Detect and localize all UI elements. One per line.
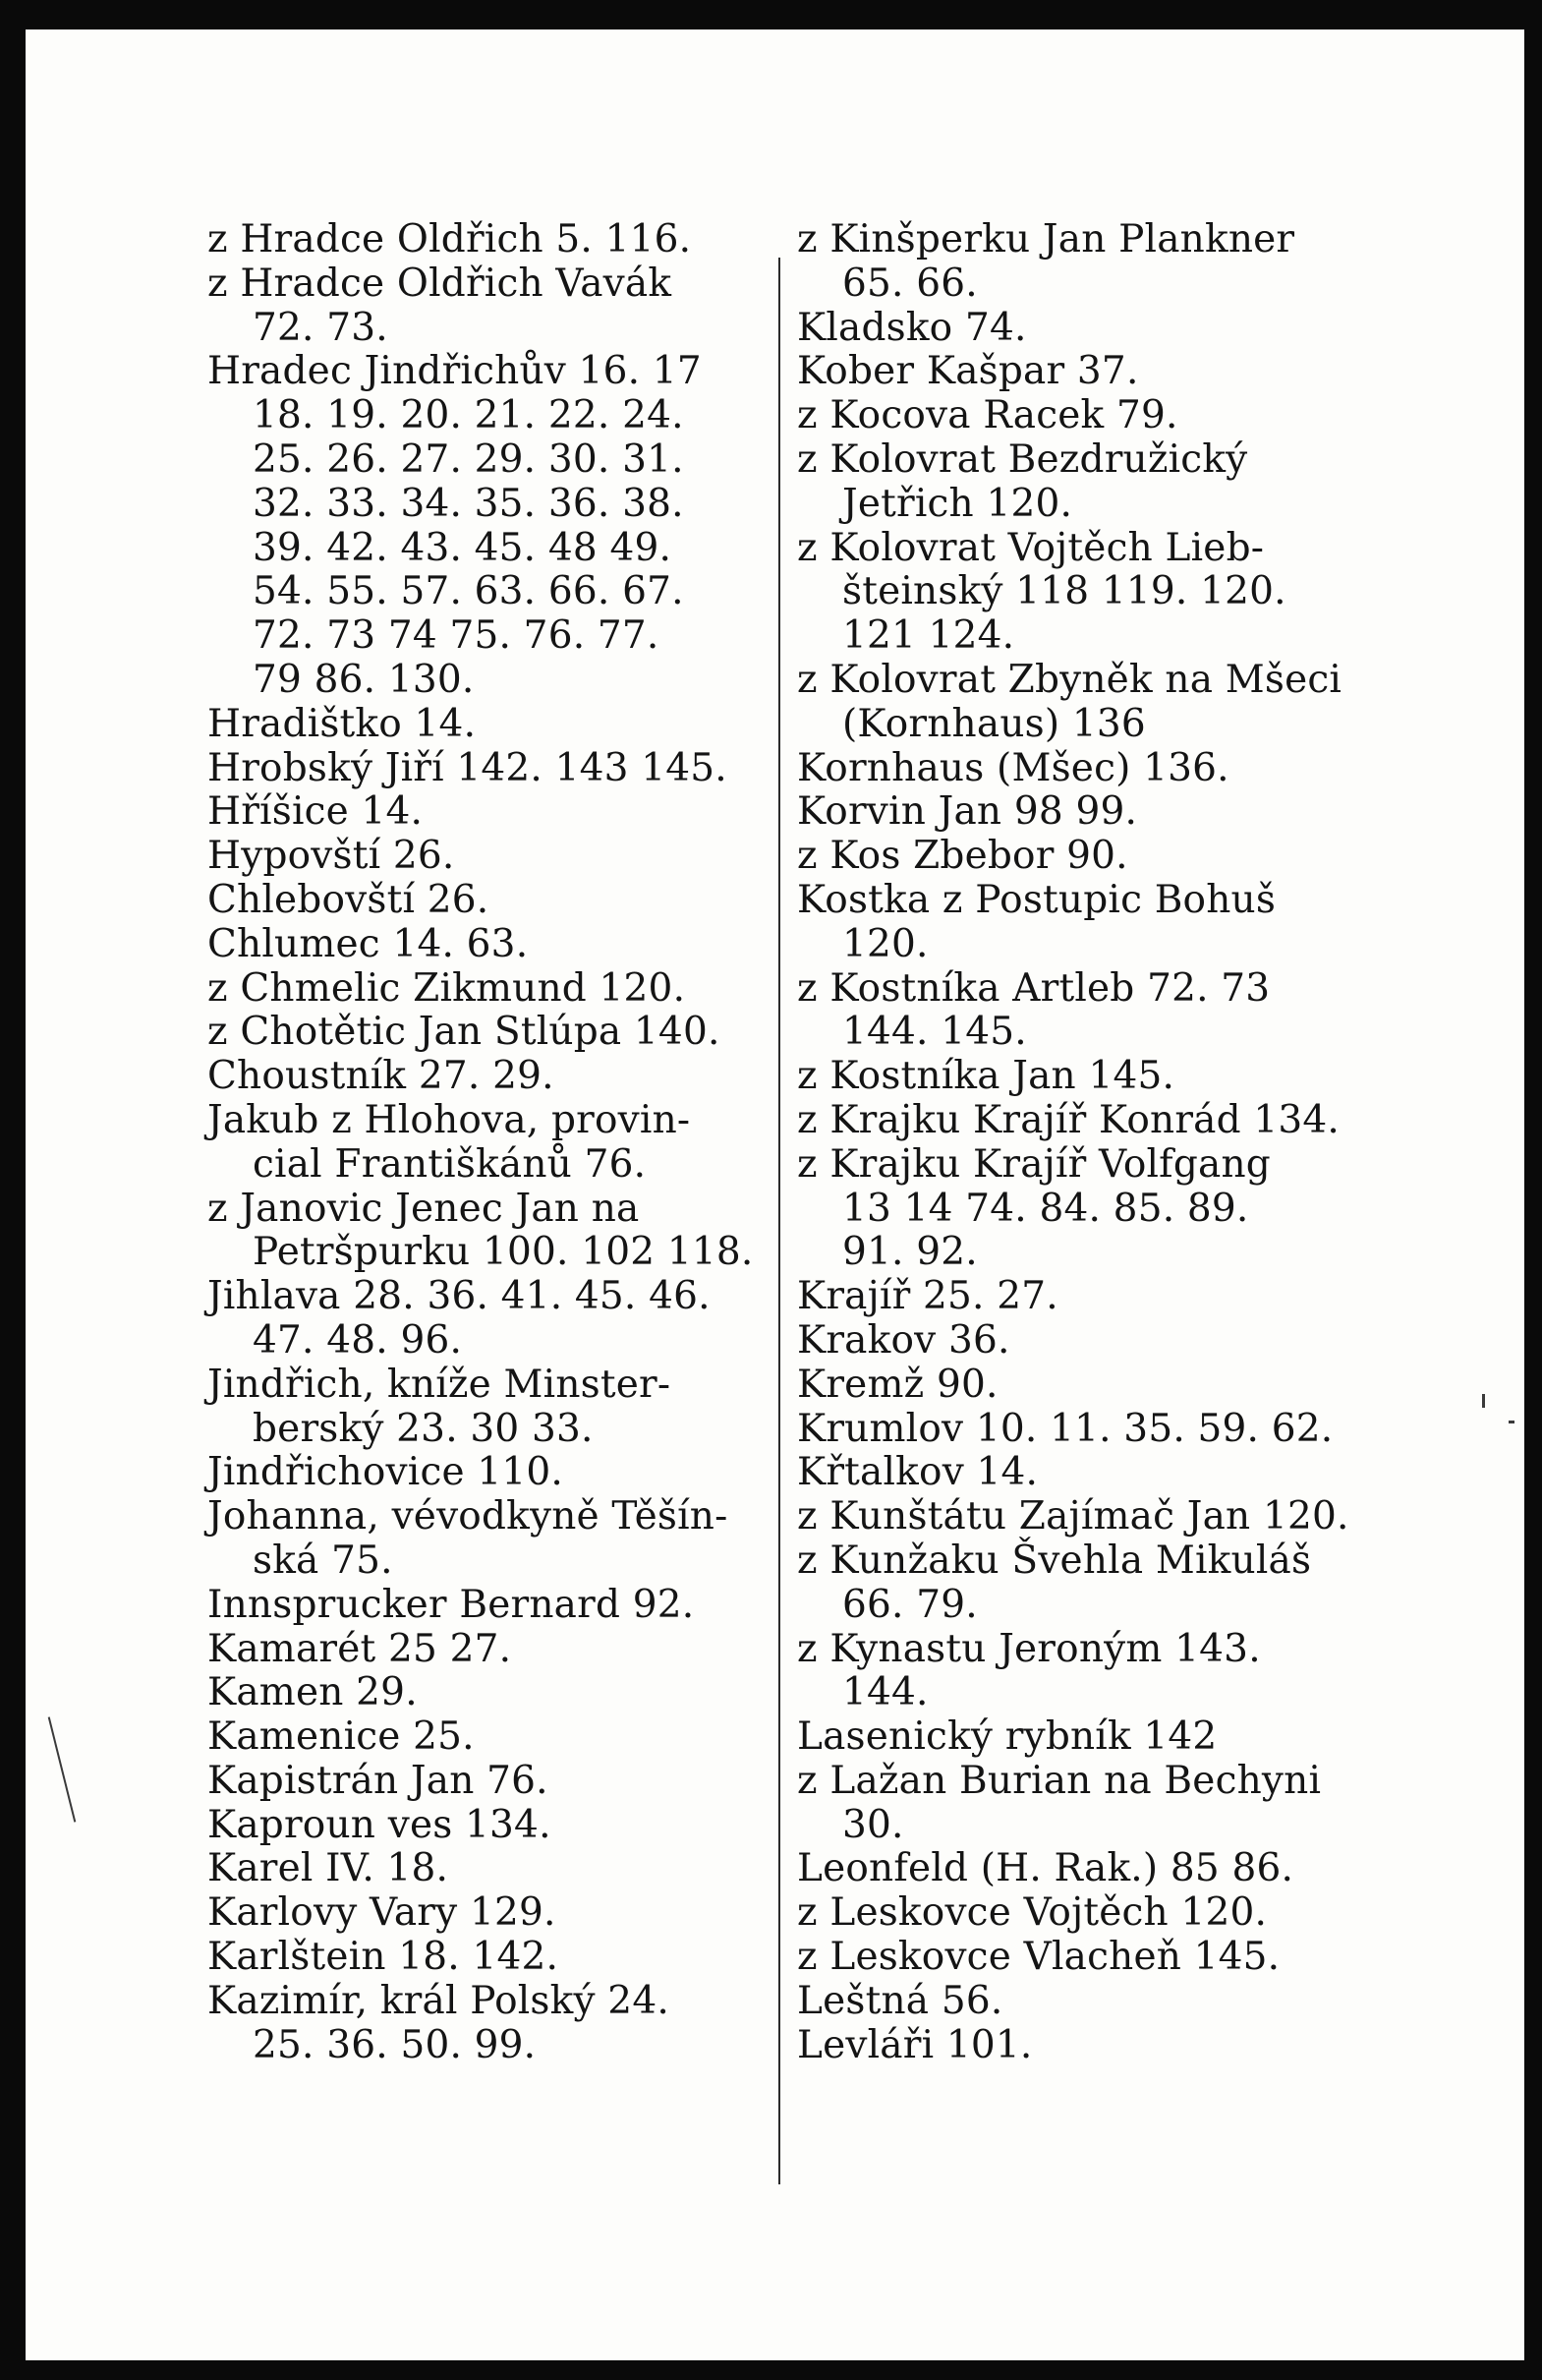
scan-speck xyxy=(1482,1394,1485,1408)
index-entry-line: Petršpurku 100. 102 118. xyxy=(253,1230,754,1275)
index-entry-line: 54. 55. 57. 63. 66. 67. xyxy=(253,569,684,614)
index-entry-line: Kladsko 74. xyxy=(797,305,1027,350)
index-entry-line: Hradištko 14. xyxy=(207,701,477,746)
index-column-left xyxy=(207,218,772,2067)
index-entry-line: Jindřich, kníže Minster- xyxy=(207,1362,671,1407)
index-entry-line: Křtalkov 14. xyxy=(797,1450,1039,1495)
index-entry-line: Choustník 27. 29. xyxy=(207,1054,554,1099)
index-entry-line: 18. 19. 20. 21. 22. 24. xyxy=(253,393,684,438)
scan-top-border xyxy=(0,0,1542,29)
index-entry-line: Hypovští 26. xyxy=(207,834,455,879)
index-entry-line: z Leskovce Vojtěch 120. xyxy=(797,1890,1268,1936)
index-entry-line: z Janovic Jenec Jan na xyxy=(207,1186,640,1231)
index-entry-line: z Kostníka Artleb 72. 73 xyxy=(797,965,1271,1011)
index-entry-line: z Kunštátu Zajímač Jan 120. xyxy=(797,1494,1349,1539)
index-entry-line: Kornhaus (Mšec) 136. xyxy=(797,745,1229,790)
index-entry-line: Jakub z Hlohova, provin- xyxy=(207,1097,691,1142)
index-entry-line: Krakov 36. xyxy=(797,1317,1010,1363)
column-divider xyxy=(778,258,780,2184)
index-entry-line: z Kolovrat Zbyněk na Mšeci xyxy=(797,657,1342,702)
index-entry-line: Kaproun ves 134. xyxy=(207,1802,551,1847)
index-entry-line: z Kolovrat Bezdružický xyxy=(797,436,1248,482)
index-entry-line: Hrobský Jiří 142. 143 145. xyxy=(207,745,727,790)
index-entry-line: 144. 145. xyxy=(842,1010,1027,1055)
index-entry-line: 25. 26. 27. 29. 30. 31. xyxy=(253,436,684,482)
index-entry-line: Jihlava 28. 36. 41. 45. 46. xyxy=(207,1274,711,1319)
index-entry-line: Krajíř 25. 27. xyxy=(797,1274,1058,1319)
index-entry-line: z Hradce Oldřich Vavák xyxy=(207,261,672,306)
index-entry-line: Johanna, vévodkyně Těšín- xyxy=(207,1494,728,1539)
index-entry-line: Chlumec 14. 63. xyxy=(207,921,529,966)
index-entry-line: Kremž 90. xyxy=(797,1362,999,1407)
index-entry-line: z Chmelic Zikmund 120. xyxy=(207,965,686,1011)
index-entry-line: 30. xyxy=(842,1802,904,1847)
index-entry-line: Krumlov 10. 11. 35. 59. 62. xyxy=(797,1406,1334,1451)
index-entry-line: Kostka z Postupic Bohuš xyxy=(797,877,1277,922)
index-entry-line: (Kornhaus) 136 xyxy=(842,701,1146,746)
index-entry-line: Innsprucker Bernard 92. xyxy=(207,1582,695,1627)
index-entry-line: Jindřichovice 110. xyxy=(207,1450,564,1495)
index-entry-line: 79 86. 130. xyxy=(253,657,475,702)
index-column-right xyxy=(797,218,1362,2067)
index-entry-line: z Kinšperku Jan Plankner xyxy=(797,217,1295,261)
scan-speck xyxy=(1509,1421,1514,1423)
index-entry-line: Hříšice 14. xyxy=(207,789,424,835)
index-entry-line: Karlovy Vary 129. xyxy=(207,1890,556,1936)
index-entry-line: šteinský 118 119. 120. xyxy=(842,569,1286,614)
index-entry-line: z Krajku Krajíř Konrád 134. xyxy=(797,1097,1341,1142)
index-entry-line: z Kynastu Jeroným 143. xyxy=(797,1626,1261,1671)
index-entry-line: ská 75. xyxy=(253,1538,393,1583)
index-entry-line: z Kolovrat Vojtěch Lieb- xyxy=(797,525,1265,570)
index-entry-line: 72. 73. xyxy=(253,305,388,350)
index-entry-line: Kamenice 25. xyxy=(207,1714,475,1760)
index-entry-line: 120. xyxy=(842,921,929,966)
index-entry-line: 66. 79. xyxy=(842,1582,978,1627)
index-entry-line: 121 124. xyxy=(842,613,1015,659)
index-entry-line: z Krajku Krajíř Volfgang xyxy=(797,1141,1271,1187)
index-entry-line: Chlebovští 26. xyxy=(207,877,489,922)
index-entry-line: Kazimír, král Polský 24. xyxy=(207,1978,669,2023)
index-entry-line: Leonfeld (H. Rak.) 85 86. xyxy=(797,1846,1294,1891)
index-entry-line: Levláři 101. xyxy=(797,2022,1033,2067)
index-entry-line: 39. 42. 43. 45. 48 49. xyxy=(253,525,672,570)
index-entry-line: Hradec Jindřichův 16. 17 xyxy=(207,349,702,394)
index-entry-line: 25. 36. 50. 99. xyxy=(253,2022,537,2067)
index-entry-line: z Kos Zbebor 90. xyxy=(797,834,1128,879)
index-entry-line: Kober Kašpar 37. xyxy=(797,349,1139,394)
index-entry-line: z Leskovce Vlacheň 145. xyxy=(797,1935,1281,1980)
index-entry-line: Korvin Jan 98 99. xyxy=(797,789,1138,835)
scan-left-border xyxy=(0,0,26,2380)
index-entry-line: Lasenický rybník 142 xyxy=(797,1714,1218,1760)
index-entry-line: 91. 92. xyxy=(842,1230,978,1275)
index-entry-line: z Kunžaku Švehla Mikuláš xyxy=(797,1538,1312,1583)
index-entry-line: z Hradce Oldřich 5. 116. xyxy=(207,217,692,261)
index-entry-line: Kamen 29. xyxy=(207,1670,418,1715)
index-entry-line: Karlštein 18. 142. xyxy=(207,1935,559,1980)
index-entry-line: z Lažan Burian na Bechyni xyxy=(797,1758,1322,1803)
index-entry-line: 13 14 74. 84. 85. 89. xyxy=(842,1186,1249,1231)
index-entry-line: berský 23. 30 33. xyxy=(253,1406,594,1451)
index-entry-line: z Kostníka Jan 145. xyxy=(797,1054,1175,1099)
index-entry-line: Leštná 56. xyxy=(797,1978,1003,2023)
index-entry-line: Kamarét 25 27. xyxy=(207,1626,512,1671)
index-entry-line: Kapistrán Jan 76. xyxy=(207,1758,548,1803)
index-entry-line: 32. 33. 34. 35. 36. 38. xyxy=(253,481,684,526)
index-entry-line: z Chotětic Jan Stlúpa 140. xyxy=(207,1010,720,1055)
index-entry-line: 47. 48. 96. xyxy=(253,1317,463,1363)
index-entry-line: cial Františkánů 76. xyxy=(253,1141,647,1187)
index-entry-line: z Kocova Racek 79. xyxy=(797,393,1178,438)
index-entry-line: 144. xyxy=(842,1670,929,1715)
index-entry-line: Karel IV. 18. xyxy=(207,1846,449,1891)
index-entry-line: 72. 73 74 75. 76. 77. xyxy=(253,613,659,659)
index-entry-line: Jetřich 120. xyxy=(842,481,1073,526)
index-entry-line: 65. 66. xyxy=(842,261,978,306)
